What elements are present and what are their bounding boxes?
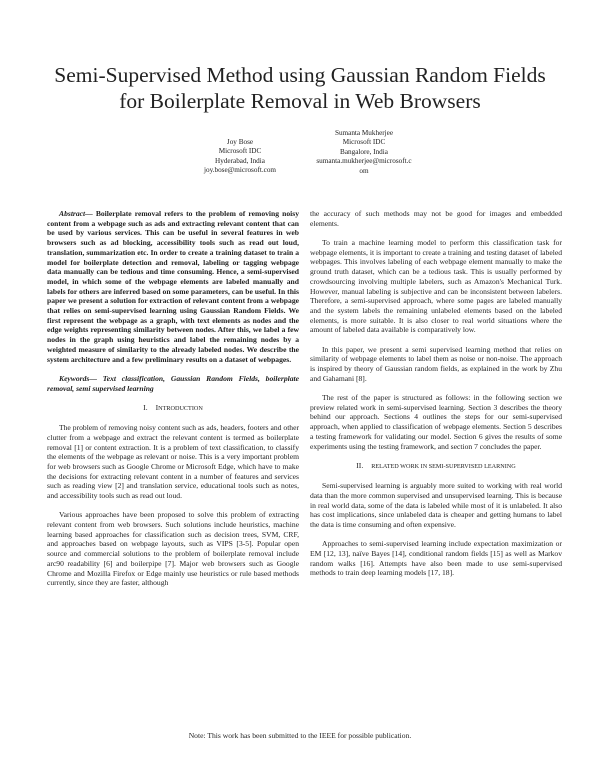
abstract-text: Boilerplate removal refers to the problem of removing noisy content from a webpage such as ads and extracting relevant content that can be used by various services. This can be useful in several features in web browsers such as ad blocking, accessibility tools such as read out loud, translation, summarization etc. In order to create a training dataset to train a model for boilerplate detection and removal, labeling or tagging webpage data manually can be tedious and time consuming. Hence, a semi-supervised model, in which some of the webpage elements are labeled manually and labels for others are inferred based on some parameters, can be useful. In this paper we present a solution for extraction of relevant content from a webpage that relies on semi-supervised learning using Gaussian Random Fields. We first represent the webpage as a graph, with text elements as nodes and the edge weights representing similarity between nodes. After this, we label a few nodes in the graph using heuristics and label the remaining nodes by a weighted measure of similarity to the already labeled nodes. We describe the system architecture and a few preliminary results on a dataset of webpages. [47,209,299,364]
keywords-text: Text classification, Gaussian Random Fields, boilerplate removal, semi supervised learning [47,373,299,393]
abstract-label: Abstract— [59,209,93,218]
author-email: joy.bose@microsoft.com [203,166,277,175]
author-name: Sumanta Mukherjee [334,129,394,137]
paragraph: The problem of removing noisy content such as ads, headers, footers and other clutter from a webpage and extract the relevant content is termed as boilerplate removal [1] or content extraction. It is a problem of text classification, to classify the elements of the webpage as relevant or noise. This is a very important problem for web browsers such as Google Chrome or Microsoft Edge, which have to make the decisions for extracting relevant content in a number of features and services such as reading view [2] and translation service, educational tools such as notes, and accessibility tools such as read out loud. [47,423,299,501]
author-affiliation: Microsoft IDC [218,147,262,156]
keywords [47,374,299,393]
section-number: I. [143,402,148,412]
abstract [47,209,299,364]
section-title-initial: I [155,402,159,412]
author-location: Hyderabad, India [215,156,265,165]
section-heading-related-work [310,461,562,472]
paragraph: Approaches to semi-supervised learning include expectation maximization or EM [12, 13], naïve Bayes [14], conditional random fields [15] as well as Markov random walks [16]. Attempts have also been made to use semi-supervised methods to train deep learning models [17, 18]. [310,539,562,578]
paragraph: Various approaches have been proposed to solve this problem of extracting relevant content from web browsers. Such solutions include heuristics, machine learning based approaches for classification such as decision trees, SVM, CRF, and approaches based on webpage layouts, such as VIPS [3-5]. Popular open source and commercial solutions to the problem of boilerplate removal include arc90 readability [6] and boilerpipe [7]. Major web browsers such as Google Chrome and Mozilla Firefox or Edge mainly use heuristics or rule based methods currently, since they are faster, although [47,510,299,588]
section-title-rest: NTRODUCTION [158,404,203,412]
left-column [47,209,299,598]
section-title: RELATED WORK IN SEMI-SUPERVISED LEARNING [371,462,516,470]
section-number: II. [356,460,364,470]
paragraph: Semi-supervised learning is arguably more suited to working with real world data than the more common supervised and unsupervised learning. This is because in real world data, some of the data is labeled while most of it is unlabeled. It also has cost implications, since unlabeled data is cheaper and getting humans to label the data is time consuming and often expensive. [310,481,562,529]
author-location: Bangalore, India [340,147,388,156]
author-block-2 [300,129,428,176]
right-column [310,209,562,588]
author-email-line-1: sumanta.mukherjee@microsoft.c [316,157,412,166]
paragraph: To train a machine learning model to perform this classification task for webpage elements, it is important to create a training and testing dataset of labeled webpages. This involves labeling of each webpage element manually to make the ground truth dataset, which can be a tedious task. This is usually performed by crowdsourcing involving multiple labelers, such as Amazon's Mechanical Turk. However, manual labeling is subjective and can be inconsistent between labelers. Therefore, a semi-supervised approach, where some pages are labeled manually and the system labels the remaining unlabeled elements based on the labeled elements, is more suitable. It is also closer to real world situations where the amount of labeled data available is comparatively low. [310,238,562,335]
author-affiliation: Microsoft IDC [342,138,386,147]
footnote: Note: This work has been submitted to the IEEE for possible publication. [188,731,412,740]
paragraph: The rest of the paper is structured as follows: in the following section we preview related work in semi-supervised learning. Section 3 describes the theory behind our approach. Sections 4 outlines the steps for our semi-supervised approach, when applied to classification of webpage elements. Section 5 describes a testing framework for validating our model. Section 6 gives the results of some experiments using the testing framework, and section 7 concludes the paper. [310,393,562,451]
paragraph: In this paper, we present a semi supervised learning method that relies on similarity of webpage elements to label them as noise or non-noise. The approach is inspired by theory of Gaussian random fields, as explained in the work by Zhu and Gahamani [8]. [310,344,562,383]
author-block-1 [180,138,300,176]
author-name: Joy Bose [226,138,254,146]
paragraph: the accuracy of such methods may not be good for images and embedded elements. [310,209,562,228]
keywords-label: Keywords— [59,373,97,383]
author-email-line-2: om [359,166,369,175]
paper-title: Semi-Supervised Method using Gaussian Random Fields for Boilerplate Removal in Web Browsers [54,63,546,113]
section-heading-introduction [47,403,299,414]
